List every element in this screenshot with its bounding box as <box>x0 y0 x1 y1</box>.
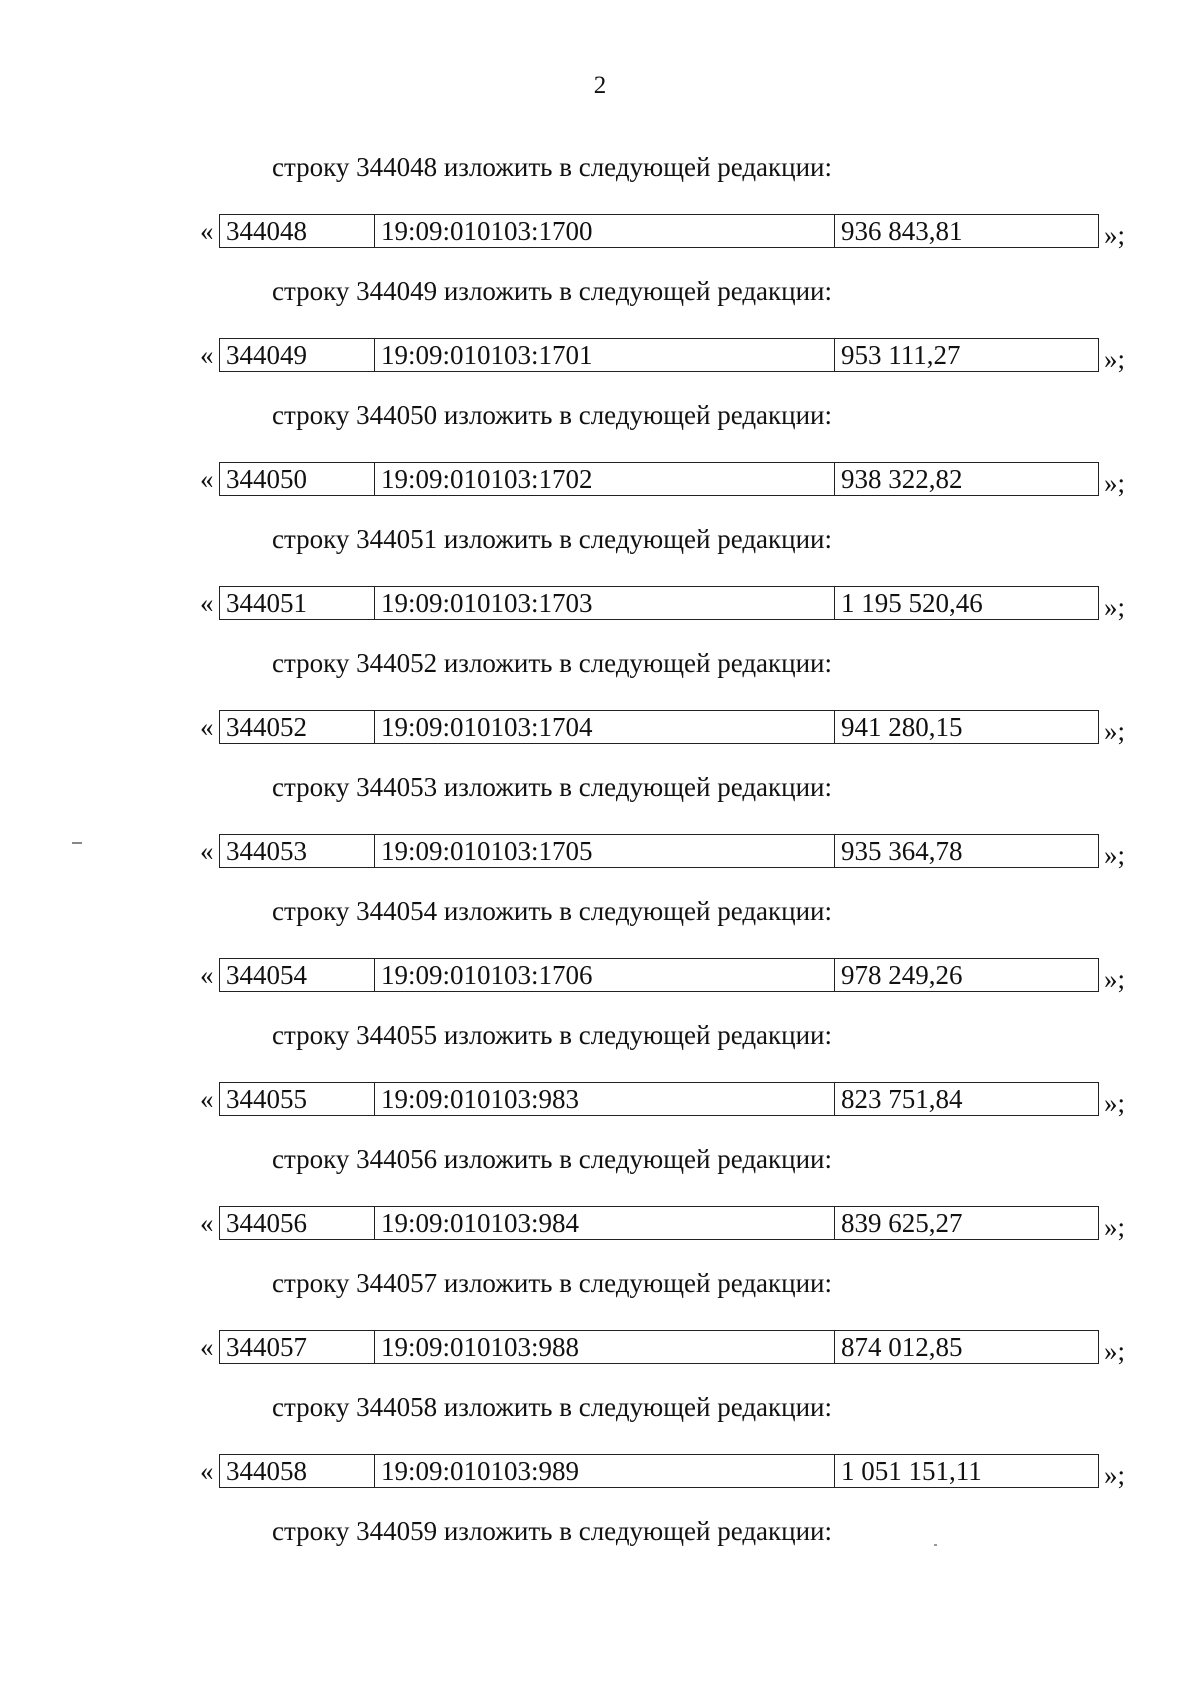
amendment-entry <box>0 524 1200 648</box>
page-number: 2 <box>593 72 607 99</box>
cadastral-number-cell: 19:09:010103:984 <box>375 1207 835 1239</box>
closing-quote: »; <box>1104 468 1126 498</box>
amendment-list <box>0 152 1200 1640</box>
replacement-row <box>200 834 1140 868</box>
scan-artifact-mark <box>72 842 82 844</box>
amendment-entry <box>0 648 1200 772</box>
replacement-row <box>200 1206 1140 1240</box>
closing-quote: »; <box>1104 1212 1126 1242</box>
row-table <box>219 586 1099 620</box>
value-cell: 938 322,82 <box>841 464 963 494</box>
row-table <box>219 710 1099 744</box>
closing-quote: »; <box>1104 716 1126 746</box>
row-table <box>219 834 1099 868</box>
replacement-row <box>200 1330 1140 1364</box>
closing-quote: »; <box>1104 220 1126 250</box>
value-cell: 823 751,84 <box>841 1084 963 1114</box>
amendment-instruction: строку 344058 изложить в следующей редакции: <box>272 1392 833 1422</box>
amendment-instruction: строку 344055 изложить в следующей редакции: <box>272 1020 833 1050</box>
closing-quote: »; <box>1104 840 1126 870</box>
row-table <box>219 1454 1099 1488</box>
opening-quote: « <box>200 712 214 742</box>
amendment-instruction: строку 344052 изложить в следующей редакции: <box>272 648 833 678</box>
amendment-entry <box>0 152 1200 276</box>
replacement-row <box>200 958 1140 992</box>
amendment-entry <box>0 400 1200 524</box>
closing-quote: »; <box>1104 1460 1126 1490</box>
row-table <box>219 1082 1099 1116</box>
row-code-cell: 344054 <box>220 959 375 991</box>
amendment-instruction: строку 344059 изложить в следующей редакции: <box>272 1516 833 1546</box>
closing-quote: »; <box>1104 964 1126 994</box>
amendment-instruction: строку 344056 изложить в следующей редакции: <box>272 1144 833 1174</box>
amendment-entry <box>0 896 1200 1020</box>
amendment-instruction: строку 344050 изложить в следующей редакции: <box>272 400 833 430</box>
row-code-cell: 344055 <box>220 1083 375 1115</box>
row-table <box>219 338 1099 372</box>
replacement-row <box>200 1454 1140 1488</box>
closing-quote: »; <box>1104 1088 1126 1118</box>
row-code-cell: 344050 <box>220 463 375 495</box>
amendment-entry <box>0 1392 1200 1516</box>
cadastral-number-cell: 19:09:010103:1700 <box>375 215 835 247</box>
amendment-instruction: строку 344057 изложить в следующей редакции: <box>272 1268 833 1298</box>
row-code-cell: 344056 <box>220 1207 375 1239</box>
row-table <box>219 462 1099 496</box>
opening-quote: « <box>200 1084 214 1114</box>
row-code-cell: 344057 <box>220 1331 375 1363</box>
scan-artifact-dot <box>934 1544 937 1546</box>
cadastral-number-cell: 19:09:010103:988 <box>375 1331 835 1363</box>
closing-quote: »; <box>1104 592 1126 622</box>
opening-quote: « <box>200 1456 214 1486</box>
replacement-row <box>200 710 1140 744</box>
value-cell: 941 280,15 <box>841 712 963 742</box>
value-cell: 953 111,27 <box>841 340 961 370</box>
amendment-entry <box>0 1020 1200 1144</box>
row-table <box>219 214 1099 248</box>
value-cell: 874 012,85 <box>841 1332 963 1362</box>
opening-quote: « <box>200 960 214 990</box>
opening-quote: « <box>200 1208 214 1238</box>
value-cell: 1 051 151,11 <box>841 1456 982 1486</box>
row-table <box>219 1330 1099 1364</box>
value-cell: 839 625,27 <box>841 1208 963 1238</box>
opening-quote: « <box>200 464 214 494</box>
amendment-entry-final <box>0 1516 1200 1640</box>
value-cell: 935 364,78 <box>841 836 963 866</box>
opening-quote: « <box>200 836 214 866</box>
cadastral-number-cell: 19:09:010103:1701 <box>375 339 835 371</box>
cadastral-number-cell: 19:09:010103:1706 <box>375 959 835 991</box>
cadastral-number-cell: 19:09:010103:983 <box>375 1083 835 1115</box>
amendment-instruction: строку 344048 изложить в следующей редакции: <box>272 152 833 182</box>
cadastral-number-cell: 19:09:010103:1703 <box>375 587 835 619</box>
cadastral-number-cell: 19:09:010103:989 <box>375 1455 835 1487</box>
replacement-row <box>200 1082 1140 1116</box>
amendment-entry <box>0 276 1200 400</box>
row-code-cell: 344053 <box>220 835 375 867</box>
replacement-row <box>200 586 1140 620</box>
amendment-instruction: строку 344054 изложить в следующей редакции: <box>272 896 833 926</box>
cadastral-number-cell: 19:09:010103:1702 <box>375 463 835 495</box>
row-code-cell: 344051 <box>220 587 375 619</box>
opening-quote: « <box>200 1332 214 1362</box>
row-code-cell: 344058 <box>220 1455 375 1487</box>
value-cell: 978 249,26 <box>841 960 963 990</box>
amendment-entry <box>0 772 1200 896</box>
closing-quote: »; <box>1104 344 1126 374</box>
replacement-row <box>200 462 1140 496</box>
closing-quote: »; <box>1104 1336 1126 1366</box>
replacement-row <box>200 338 1140 372</box>
cadastral-number-cell: 19:09:010103:1705 <box>375 835 835 867</box>
amendment-instruction: строку 344049 изложить в следующей редакции: <box>272 276 833 306</box>
opening-quote: « <box>200 588 214 618</box>
cadastral-number-cell: 19:09:010103:1704 <box>375 711 835 743</box>
opening-quote: « <box>200 216 214 246</box>
replacement-row <box>200 214 1140 248</box>
value-cell: 936 843,81 <box>841 216 963 246</box>
amendment-entry <box>0 1144 1200 1268</box>
row-table <box>219 958 1099 992</box>
row-code-cell: 344052 <box>220 711 375 743</box>
amendment-instruction: строку 344053 изложить в следующей редакции: <box>272 772 833 802</box>
opening-quote: « <box>200 340 214 370</box>
amendment-entry <box>0 1268 1200 1392</box>
row-code-cell: 344049 <box>220 339 375 371</box>
row-table <box>219 1206 1099 1240</box>
amendment-instruction: строку 344051 изложить в следующей редакции: <box>272 524 833 554</box>
value-cell: 1 195 520,46 <box>841 588 983 618</box>
row-code-cell: 344048 <box>220 215 375 247</box>
